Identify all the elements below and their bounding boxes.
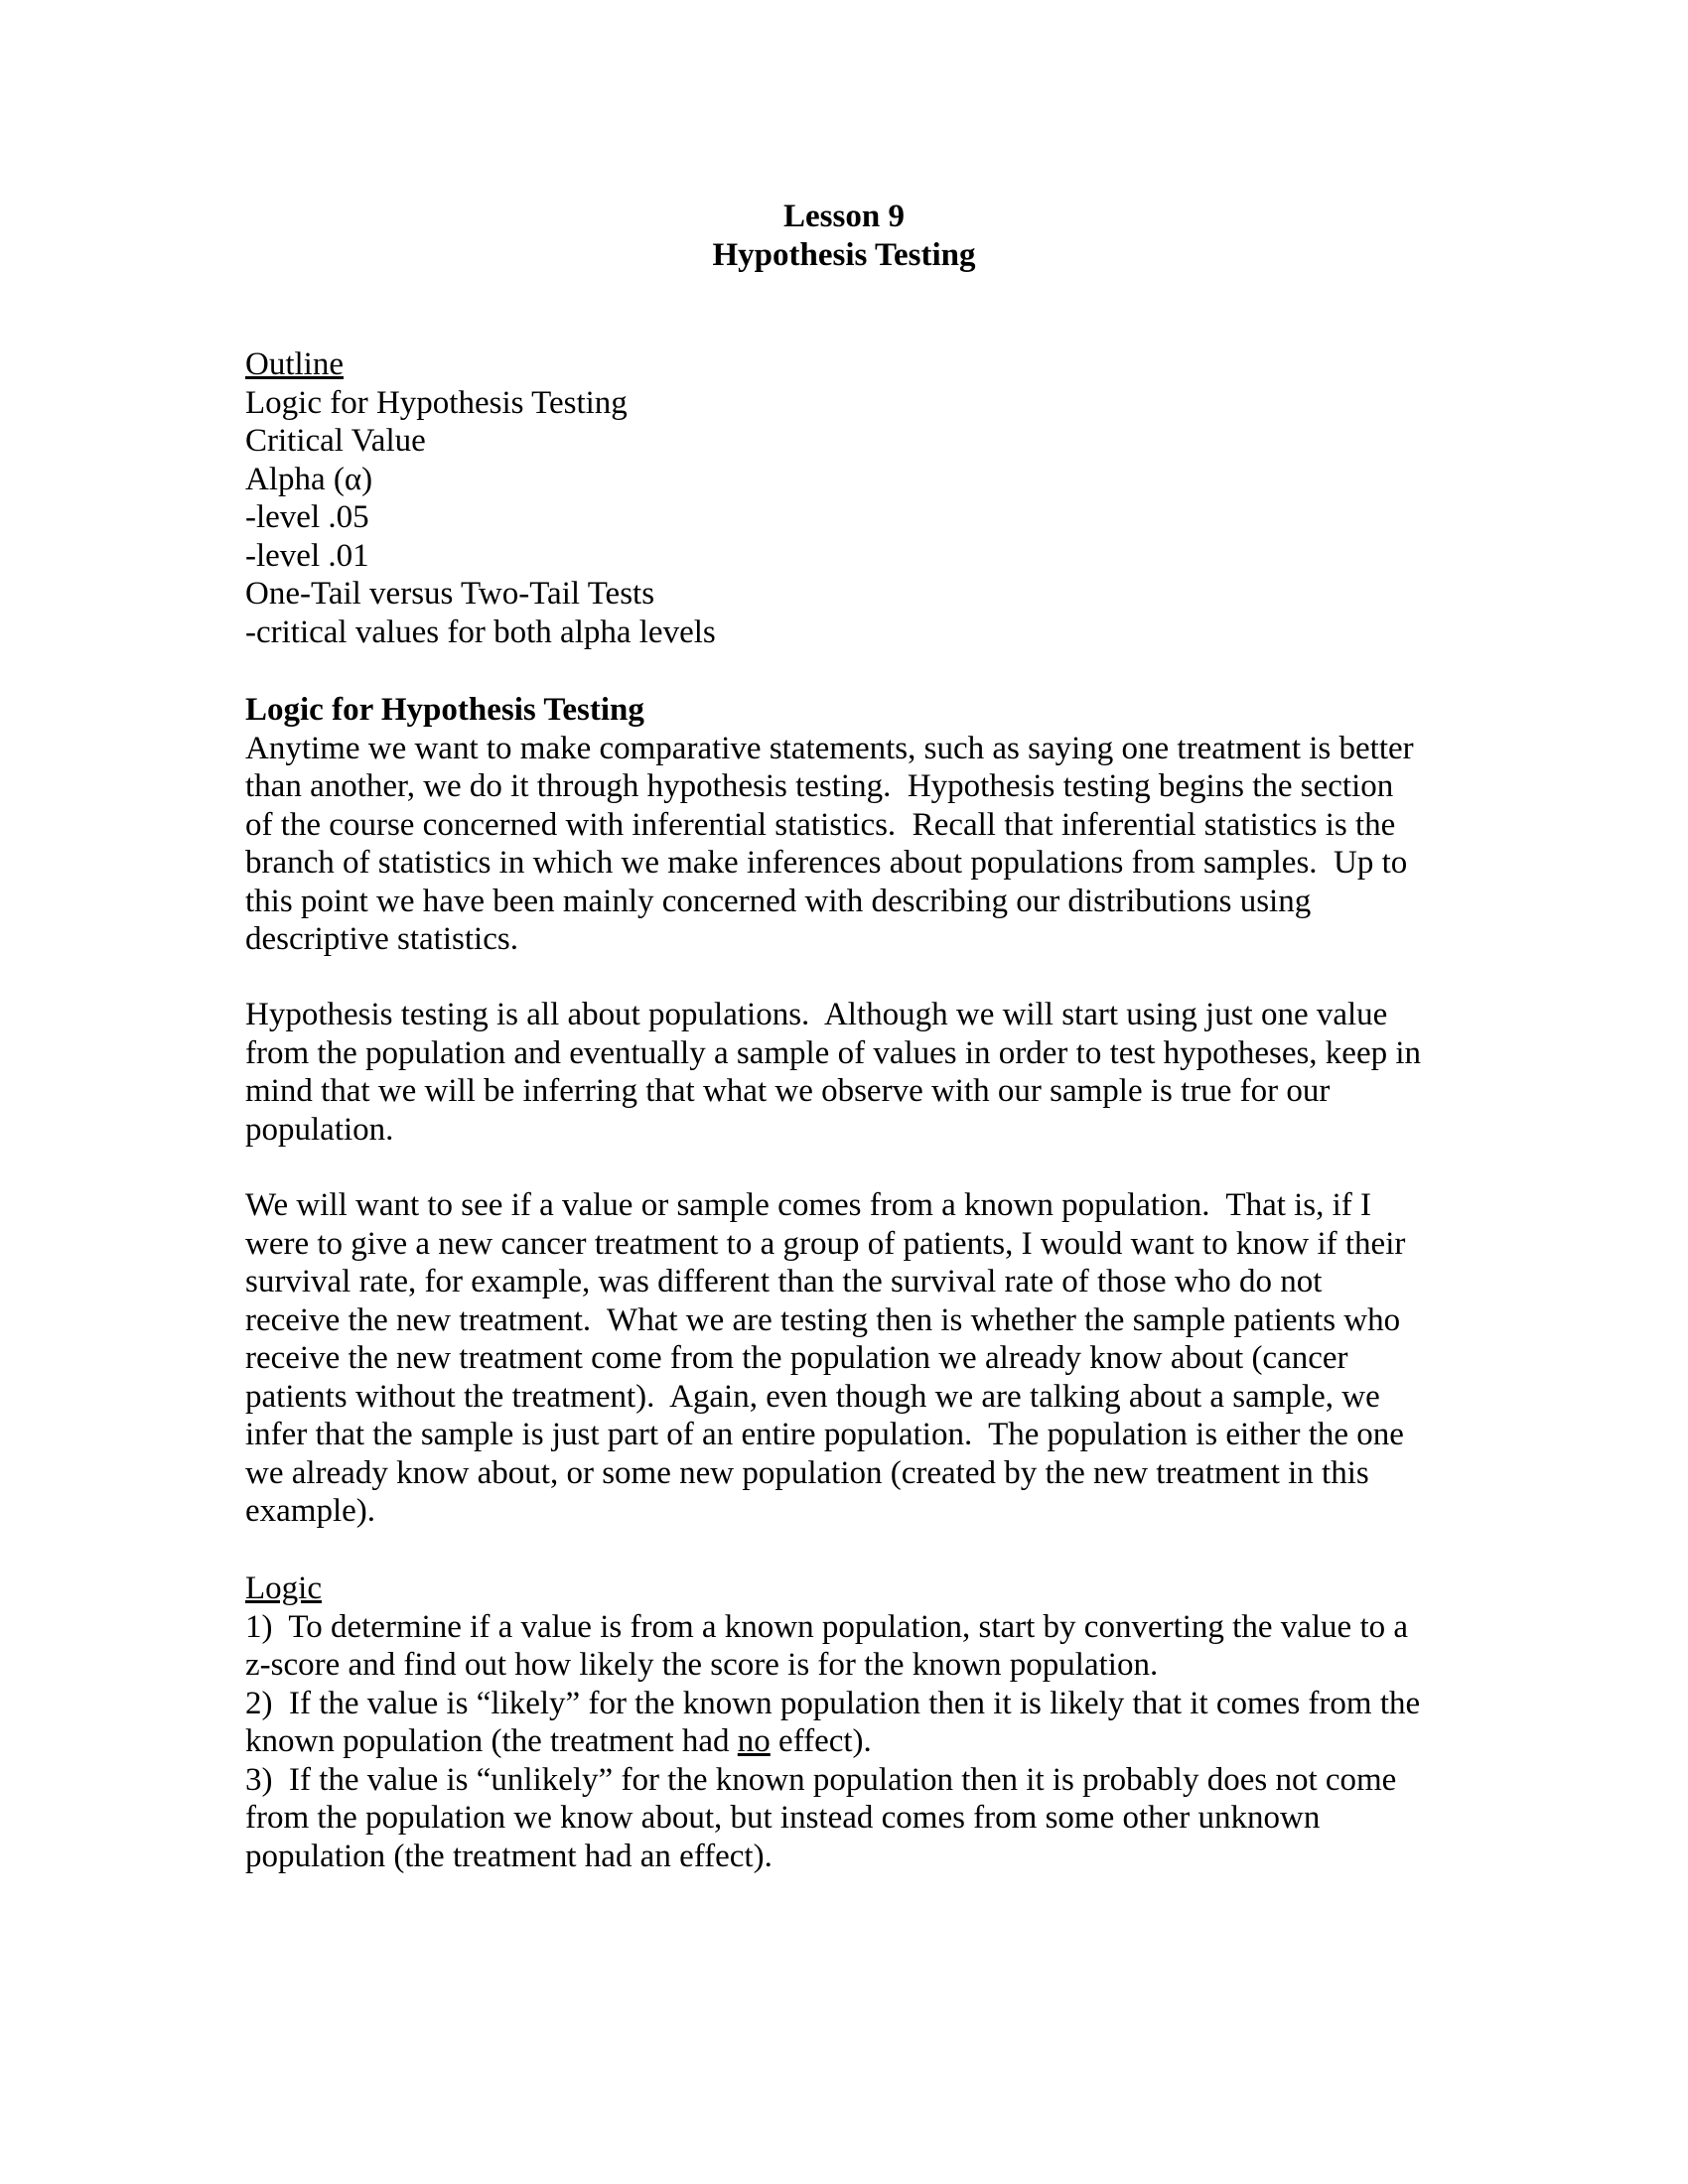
text-line: patients without the treatment). Again, even though we are talking about a sample, we	[245, 1378, 1380, 1415]
section-known-population-example	[245, 1186, 1496, 1531]
section-heading-outline: Outline	[245, 346, 344, 382]
text-line: were to give a new cancer treatment to a group of patients, I would want to know if their	[245, 1225, 1406, 1262]
text-line: example).	[245, 1493, 376, 1529]
section-outline	[245, 345, 1496, 651]
text-line: infer that the sample is just part of an entire population. The population is either the one	[245, 1417, 1404, 1452]
text-line: receive the new treatment. What we are testing then is whether the sample patients who	[245, 1301, 1401, 1338]
text-line: We will want to see if a value or sample comes from a known population. That is, if I	[245, 1187, 1372, 1223]
text-line: we already know about, or some new population (created by the new treatment in this	[245, 1454, 1369, 1491]
text-segment: effect).	[770, 1723, 872, 1759]
text-line: One-Tail versus Two-Tail Tests	[245, 576, 655, 612]
text-line: of the course concerned with inferential statistics. Recall that inferential statistics is the	[245, 806, 1396, 843]
text-line: 1) To determine if a value is from a known population, start by converting the value to a	[245, 1608, 1409, 1645]
document-title	[245, 198, 1443, 274]
text-line: -level .01	[245, 537, 369, 574]
text-line: Alpha (α)	[245, 461, 373, 497]
text-line: Anytime we want to make comparative statements, such as saying one treatment is better	[245, 730, 1414, 766]
text-line: z-score and find out how likely the score is for the known population.	[245, 1647, 1159, 1683]
text-line: this point we have been mainly concerned with describing our distributions using	[245, 883, 1312, 919]
text-line: from the population and eventually a sample of values in order to test hypotheses, keep in	[245, 1034, 1422, 1071]
text-line	[245, 1722, 1496, 1761]
text-line: -level .05	[245, 499, 369, 535]
text-line: population.	[245, 1111, 394, 1148]
text-line: Logic for Hypothesis Testing	[245, 384, 628, 421]
text-line: descriptive statistics.	[245, 921, 518, 957]
section-heading-logic-for-hypothesis-testing: Logic for Hypothesis Testing	[245, 692, 644, 728]
underlined-word: no	[737, 1723, 771, 1759]
text-segment: known population (the treatment had	[245, 1723, 738, 1759]
text-line: population (the treatment had an effect).	[245, 1838, 773, 1874]
title-line-2: Hypothesis Testing	[712, 236, 976, 273]
text-line: Hypothesis testing is all about populations. Although we will start using just one value	[245, 997, 1388, 1032]
text-line: 3) If the value is “unlikely” for the known population then it is probably does not come	[245, 1761, 1397, 1798]
text-line: receive the new treatment come from the population we already know about (cancer	[245, 1340, 1348, 1376]
text-line: survival rate, for example, was different than the survival rate of those who do not	[245, 1264, 1323, 1299]
text-line: -critical values for both alpha levels	[245, 614, 716, 650]
section-logic	[245, 1570, 1496, 1875]
text-line: from the population we know about, but instead comes from some other unknown	[245, 1800, 1321, 1836]
text-line: than another, we do it through hypothesis testing. Hypothesis testing begins the section	[245, 768, 1394, 804]
section-logic-for-hypothesis-testing	[245, 691, 1496, 959]
text-line: Critical Value	[245, 423, 426, 459]
text-line: mind that we will be inferring that what we observe with our sample is true for our	[245, 1073, 1331, 1109]
section-heading-logic: Logic	[245, 1570, 322, 1606]
text-line: 2) If the value is “likely” for the known population then it is likely that it comes from the	[245, 1685, 1421, 1721]
title-line-1: Lesson 9	[783, 199, 905, 234]
section-hypothesis-testing-populations	[245, 996, 1496, 1149]
text-line: branch of statistics in which we make inferences about populations from samples. Up to	[245, 845, 1408, 881]
